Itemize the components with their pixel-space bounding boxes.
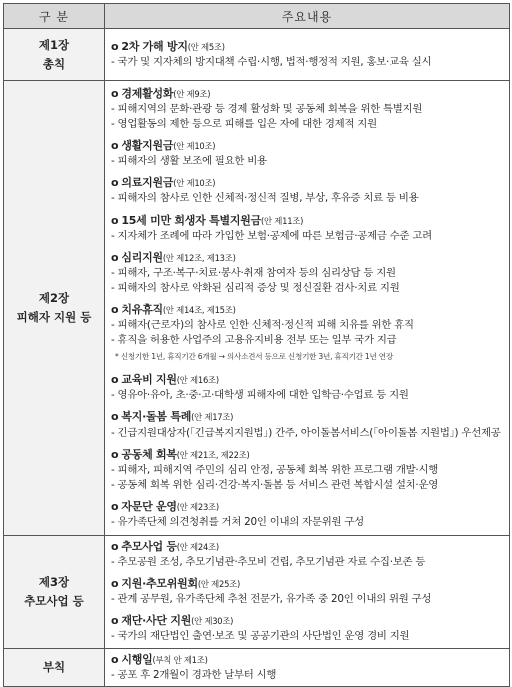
provision-item (111, 250, 506, 296)
provision-detail: - 피해자의 참사로 인한 신체적·정신적 질병, 부상, 후유증 치료 등 비용 (111, 192, 419, 205)
bullet-icon: o (111, 39, 119, 53)
provision-detail: - 피해자, 피해지역 주민의 심리 안정, 공동체 회복 위한 프로그램 개발·시행 (111, 463, 439, 476)
provision-title: 경제활성화 (121, 86, 174, 100)
provision-item (111, 302, 506, 366)
provision-heading (111, 499, 506, 515)
bullet-icon: o (111, 303, 119, 316)
table-row (4, 81, 510, 536)
provision-item (111, 652, 506, 683)
bullet-icon: o (111, 213, 119, 227)
provision-item (111, 576, 506, 607)
provision-title: 자문단 운영 (121, 499, 177, 513)
provision-item (111, 409, 506, 440)
article-reference: (안 제12조, 제13조) (162, 252, 236, 263)
article-reference: (안 제10조) (173, 178, 216, 189)
provision-detail: - 긴급지원대상자(「긴급복지지원법」) 간주, 아이돌봄서비스(「아이돌봄 지원법」) 우선제공 (111, 426, 501, 439)
bullet-icon: o (111, 410, 119, 424)
article-reference: (안 제23조) (176, 501, 219, 512)
provision-title: 2차 가해 방지 (121, 39, 188, 53)
provision-item (111, 138, 506, 169)
provision-heading (111, 250, 506, 266)
provision-detail: - 피해자의 참사로 악화된 심리적 증상 및 정신질환 검사·치료 지원 (111, 281, 400, 294)
provision-heading (111, 652, 506, 668)
provision-heading (111, 39, 506, 55)
provision-title: 복지·돌봄 특례 (121, 410, 192, 424)
article-reference: (안 제10조) (173, 141, 216, 152)
provision-title: 재단·사단 지원 (121, 614, 192, 628)
provision-title: 지원·추모위원회 (121, 577, 198, 591)
provision-heading (111, 447, 506, 463)
provision-heading (111, 213, 506, 229)
provision-item (111, 539, 506, 570)
provision-heading (111, 409, 506, 425)
provision-heading (111, 86, 506, 102)
provision-title: 치유휴직 (121, 303, 163, 316)
provision-note: * 신청기한 1년, 휴직기간 6개월 → 의사소견서 등으로 신청기한 3년, 휴직기간 1년 연장 (115, 352, 393, 362)
bullet-icon: o (111, 176, 119, 190)
provision-heading (111, 175, 506, 191)
chapter-cell (4, 81, 105, 536)
article-reference: (안 제17조) (191, 412, 234, 423)
provision-detail: - 추모공원 조성, 추모기념관·추모비 건립, 추모기념관 자료 수집·보존 등 (111, 556, 426, 569)
article-reference: (안 제25조) (197, 579, 240, 590)
bullet-icon: o (111, 614, 119, 628)
provision-item (111, 613, 506, 644)
provision-detail: - 피해자, 구조·복구·치료·봉사·취재 참여자 등의 심리상담 등 지원 (111, 266, 396, 279)
table-header-row (4, 4, 510, 29)
chapter-number: 부칙 (42, 659, 66, 674)
bullet-icon: o (111, 652, 119, 666)
provision-title: 의료지원금 (121, 176, 174, 190)
bullet-icon: o (111, 373, 119, 387)
bullet-icon: o (111, 139, 119, 153)
provision-heading (111, 613, 506, 629)
article-reference: (안 제16조) (176, 375, 219, 386)
bullet-icon: o (111, 447, 119, 461)
summary-table (3, 3, 510, 687)
provision-heading (111, 302, 506, 318)
provision-detail: - 피해지역의 문화·관광 등 경제 활성화 및 공동체 회복을 위한 특별지원 (111, 102, 423, 115)
article-reference: (안 제30조) (191, 616, 234, 627)
chapter-title: 피해자 지원 등 (16, 310, 92, 324)
provision-heading (111, 372, 506, 388)
article-reference: (부칙 안 제1조) (152, 654, 208, 665)
table-row (4, 648, 510, 686)
article-reference: (안 제14조, 제15조) (162, 305, 236, 315)
provision-detail: - 영유아·유아, 초·중·고·대학생 피해자에 대한 입학금·수업료 등 지원 (111, 389, 409, 402)
provision-detail: - 영업활동의 제한 등으로 피해를 입은 자에 대한 경제적 지원 (111, 118, 377, 131)
chapter-title: 추모사업 등 (24, 593, 84, 608)
article-reference: (안 제9조) (173, 88, 211, 99)
article-reference: (안 제5조) (187, 41, 225, 52)
provision-detail: - 피해자의 생활 보조에 필요한 비용 (111, 155, 267, 168)
provision-title: 교육비 지원 (121, 373, 177, 387)
chapter-cell (4, 29, 105, 81)
header-content: 주요내용 (105, 4, 510, 29)
provision-title: 공동체 회복 (121, 447, 177, 461)
provision-item (111, 372, 506, 403)
provision-item (111, 175, 506, 206)
provision-detail: - 휴직을 허용한 사업주의 고용유지비용 전부 또는 일부 국가 지급 (111, 334, 397, 347)
provision-detail: - 유가족단체 의견청취를 거쳐 20인 이내의 자문위원 구성 (111, 516, 364, 529)
provision-heading (111, 539, 506, 555)
provision-detail: - 국가의 재단법인 출연·보조 및 공공기관의 사단법인 운영 경비 지원 (111, 630, 410, 643)
chapter-cell (4, 648, 105, 686)
bullet-icon: o (111, 499, 119, 513)
bullet-icon: o (111, 540, 119, 553)
provision-title: 시행일 (121, 652, 153, 666)
provision-detail: - 공포 후 2개월이 경과한 날부터 시행 (111, 668, 277, 681)
chapter-title: 총칙 (42, 56, 66, 71)
content-cell (105, 81, 510, 536)
provision-item (111, 447, 506, 493)
provision-title: 추모사업 등 (121, 540, 177, 553)
provision-heading (111, 576, 506, 592)
content-cell (105, 648, 510, 686)
table-row (4, 536, 510, 649)
table-row (4, 29, 510, 81)
provision-title: 15세 미만 희생자 특별지원금 (121, 213, 261, 227)
article-reference: (안 제11조) (261, 215, 304, 226)
article-reference: (안 제21조, 제22조) (176, 449, 250, 460)
chapter-number: 제1장 (38, 37, 70, 52)
provision-detail: - 피해자(근로자)의 참사로 인한 신체적·정신적 피해 치유를 위한 휴직 (111, 319, 414, 332)
provision-detail: - 지자체가 조례에 따라 가입한 보험·공제에 따른 보험금·공제금 수준 고려 (111, 229, 432, 242)
provision-heading (111, 138, 506, 154)
provision-item (111, 499, 506, 530)
provision-item (111, 86, 506, 132)
provision-item (111, 39, 506, 70)
bullet-icon: o (111, 577, 119, 591)
provision-detail: - 공동체 회복 위한 심리·건강·복지·돌봄 등 서비스 관련 복합시설 설치·운영 (111, 478, 439, 491)
provision-detail: - 국가 및 지자체의 방지대책 수립·시행, 법적·행정적 지원, 홍보·교육 실시 (111, 56, 432, 68)
bullet-icon: o (111, 86, 119, 100)
chapter-number: 제2장 (38, 291, 70, 305)
content-cell (105, 536, 510, 649)
content-cell (105, 29, 510, 81)
provision-detail: - 관계 공무원, 유가족단체 추천 전문가, 유가족 중 20인 이내의 위원 구성 (111, 593, 432, 606)
bullet-icon: o (111, 250, 119, 264)
provision-item (111, 213, 506, 244)
header-category: 구 분 (4, 4, 105, 29)
article-reference: (안 제24조) (176, 542, 219, 552)
chapter-cell (4, 536, 105, 649)
chapter-number: 제3장 (38, 574, 70, 589)
provision-title: 생활지원금 (121, 139, 174, 153)
provision-title: 심리지원 (121, 250, 163, 264)
